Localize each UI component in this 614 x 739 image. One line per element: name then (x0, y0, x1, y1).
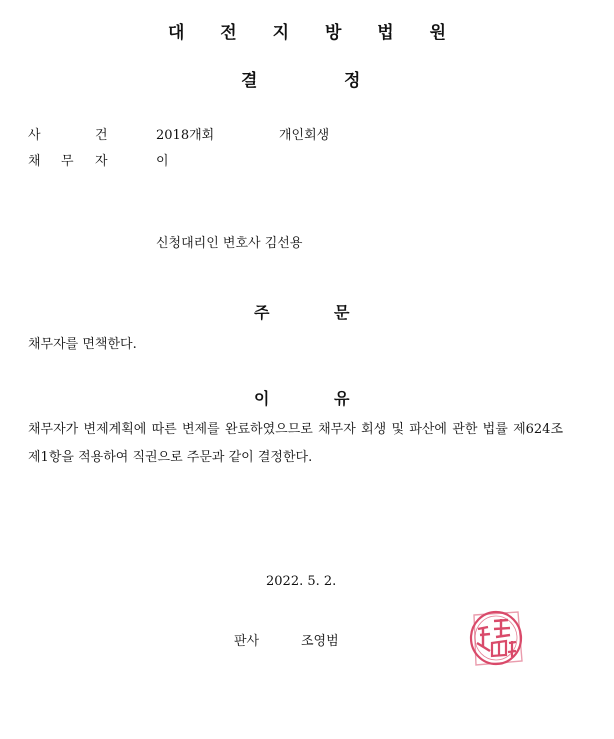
debtor-name: 이 (156, 154, 169, 169)
debtor-label-char3: 자 (95, 154, 108, 169)
court-seal-icon (466, 607, 526, 669)
reason-title-part1: 이 (254, 389, 270, 408)
court-name: 대 전 지 방 법 원 (167, 23, 462, 43)
applicant-agent: 신청대리인 변호사 김선용 (156, 236, 303, 251)
case-label-char2: 건 (95, 128, 108, 143)
reason-body: 채무자가 변제계획에 따른 변제를 완료하였으므로 채무자 회생 및 파산에 관한 법률 제624조 제1항을 적용하여 직권으로 주문과 같이 결정한다. (28, 422, 563, 465)
reason-title-part2: 유 (334, 389, 350, 408)
doc-title-part1: 결 (241, 71, 258, 91)
judge-name: 조영범 (301, 634, 339, 649)
case-number: 2018개회 (156, 128, 215, 143)
debtor-label-char1: 채 (28, 154, 41, 169)
case-label-char1: 사 (28, 128, 41, 143)
case-type: 개인회생 (279, 128, 330, 143)
order-body: 채무자를 면책한다. (28, 337, 137, 352)
decision-date: 2022. 5. 2. (266, 574, 337, 589)
order-title-part2: 문 (334, 303, 350, 322)
order-title-part1: 주 (254, 303, 270, 322)
doc-title-part2: 정 (344, 71, 361, 91)
judge-title: 판사 (234, 634, 260, 649)
debtor-label-char2: 무 (61, 154, 74, 169)
